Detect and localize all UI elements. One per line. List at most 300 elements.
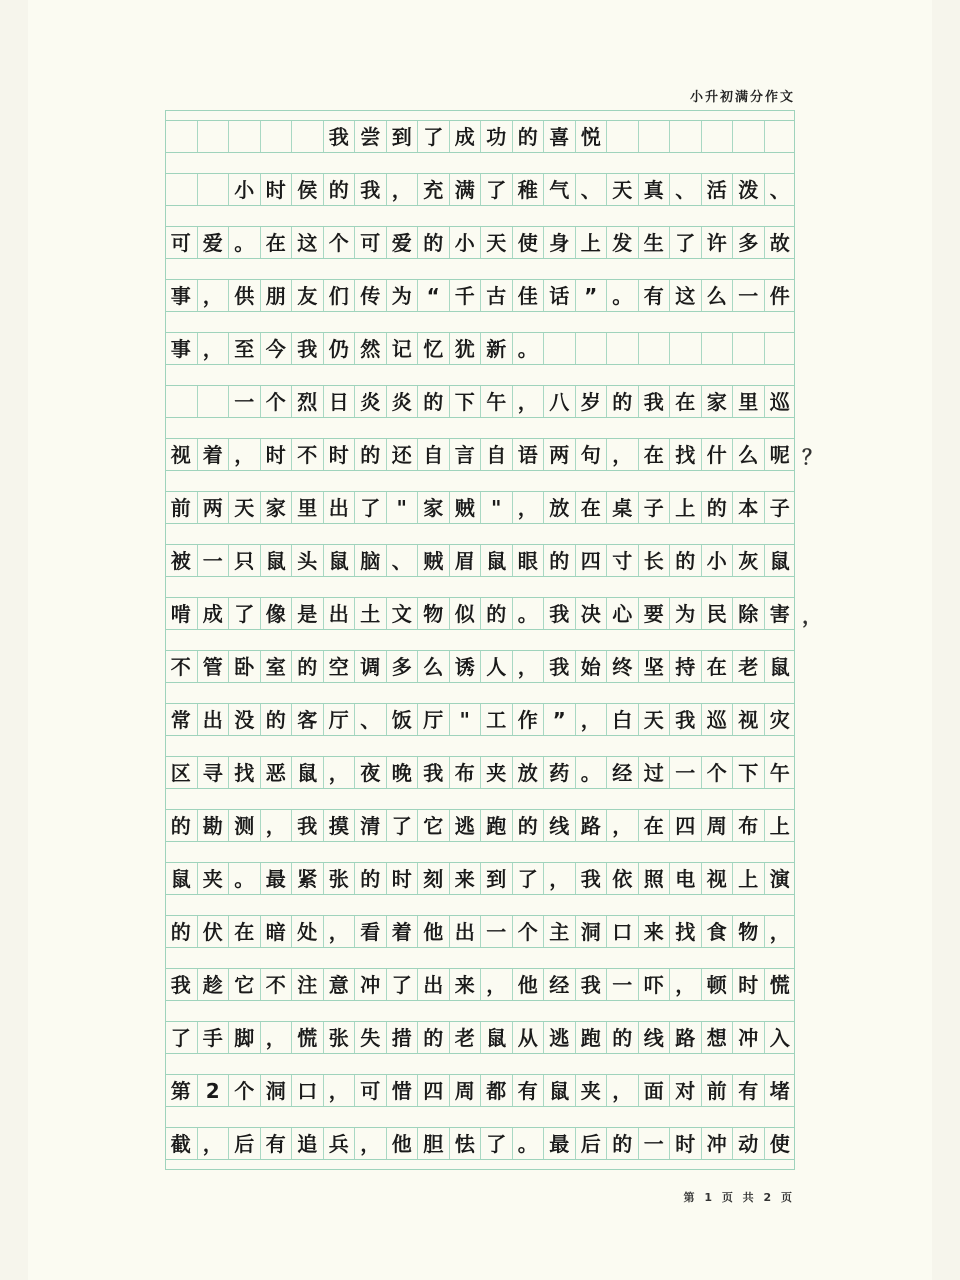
- grid-cell: ，: [606, 1075, 638, 1106]
- grid-cell: 佳: [512, 280, 544, 311]
- essay-row: [165, 1074, 795, 1107]
- grid-cell: ，: [197, 280, 229, 311]
- grid-cell: 我: [291, 333, 323, 364]
- grid-cell: ，: [260, 1022, 292, 1053]
- grid-cell: 贼: [449, 492, 481, 523]
- essay-row: [165, 332, 795, 365]
- series-title: 小升初满分作文: [689, 90, 795, 105]
- grid-cell: ”: [575, 280, 607, 311]
- grid-cell: ，: [323, 916, 355, 947]
- grid-cell: 吓: [638, 969, 670, 1000]
- grid-cell: 自: [480, 439, 512, 470]
- grid-cell: 依: [606, 863, 638, 894]
- grid-cell: 是: [291, 598, 323, 629]
- grid-cell: 后: [228, 1128, 260, 1159]
- essay-row: [165, 809, 795, 842]
- essay-title-row: [165, 120, 795, 153]
- grid-cell: 我: [543, 598, 575, 629]
- grid-cell: 午: [480, 386, 512, 417]
- grid-cell: 意: [323, 969, 355, 1000]
- margin-punctuation-mark: ，: [802, 604, 822, 628]
- grid-cell: 了: [480, 1128, 512, 1159]
- grid-cell: 喜: [543, 121, 575, 152]
- grid-cell: [228, 121, 260, 152]
- grid-cell: 视: [732, 704, 764, 735]
- grid-cell: 摸: [323, 810, 355, 841]
- grid-cell: 有: [260, 1128, 292, 1159]
- grid-cell: 晚: [386, 757, 418, 788]
- grid-cell: 稚: [512, 174, 544, 205]
- grid-cell: 古: [480, 280, 512, 311]
- grid-cell: 土: [354, 598, 386, 629]
- grid-cell: 我: [543, 651, 575, 682]
- grid-cell: 长: [638, 545, 670, 576]
- grid-cell: 堵: [764, 1075, 796, 1106]
- grid-cell: 时: [669, 1128, 701, 1159]
- grid-cell: 、: [386, 545, 418, 576]
- grid-cell: 里: [291, 492, 323, 523]
- grid-cell: 的: [512, 121, 544, 152]
- grid-cell: 气: [543, 174, 575, 205]
- essay-row: [165, 544, 795, 577]
- grid-cell: 口: [606, 916, 638, 947]
- grid-cell: 周: [701, 810, 733, 841]
- grid-cell: 上: [575, 227, 607, 258]
- grid-cell: 怯: [449, 1128, 481, 1159]
- grid-cell: 注: [291, 969, 323, 1000]
- grid-cell: 下: [732, 757, 764, 788]
- grid-cell: [197, 174, 229, 205]
- grid-cell: 今: [260, 333, 292, 364]
- grid-cell: 恶: [260, 757, 292, 788]
- grid-cell: 他: [512, 969, 544, 1000]
- grid-cell: 。: [512, 598, 544, 629]
- grid-cell: 时: [386, 863, 418, 894]
- grid-cell: 话: [543, 280, 575, 311]
- grid-cell: 记: [386, 333, 418, 364]
- grid-cell: 到: [386, 121, 418, 152]
- essay-row: [165, 650, 795, 683]
- grid-cell: 电: [669, 863, 701, 894]
- grid-cell: 千: [449, 280, 481, 311]
- grid-cell: 。: [512, 1128, 544, 1159]
- grid-cell: 工: [480, 704, 512, 735]
- grid-cell: ，: [606, 439, 638, 470]
- grid-cell: 成: [197, 598, 229, 629]
- essay-row: [165, 438, 795, 471]
- grid-cell: 来: [449, 863, 481, 894]
- grid-cell: 鼠: [291, 757, 323, 788]
- grid-cell: [638, 121, 670, 152]
- grid-cell: 了: [669, 227, 701, 258]
- essay-row: [165, 491, 795, 524]
- essay-row: [165, 173, 795, 206]
- grid-cell: 我: [291, 810, 323, 841]
- grid-cell: 为: [386, 280, 418, 311]
- grid-cell: 爱: [386, 227, 418, 258]
- grid-cell: 的: [669, 545, 701, 576]
- grid-cell: [701, 333, 733, 364]
- grid-cell: 白: [606, 704, 638, 735]
- grid-cell: [669, 121, 701, 152]
- grid-cell: 人: [480, 651, 512, 682]
- grid-cell: 慌: [764, 969, 796, 1000]
- grid-cell: 的: [606, 386, 638, 417]
- grid-cell: 灰: [732, 545, 764, 576]
- grid-cell: 的: [291, 651, 323, 682]
- manuscript-grid: [165, 110, 795, 1170]
- grid-cell: 出: [323, 598, 355, 629]
- grid-cell: 的: [543, 545, 575, 576]
- grid-cell: 像: [260, 598, 292, 629]
- grid-cell: 它: [228, 969, 260, 1000]
- grid-cell: 家: [417, 492, 449, 523]
- grid-cell: 找: [669, 916, 701, 947]
- grid-cell: 爱: [197, 227, 229, 258]
- grid-cell: 时: [323, 439, 355, 470]
- grid-cell: 跑: [575, 1022, 607, 1053]
- grid-cell: 放: [543, 492, 575, 523]
- essay-row: [165, 385, 795, 418]
- grid-cell: 放: [512, 757, 544, 788]
- grid-cell: 来: [449, 969, 481, 1000]
- grid-cell: 、: [669, 174, 701, 205]
- grid-cell: 天: [228, 492, 260, 523]
- grid-cell: 从: [512, 1022, 544, 1053]
- grid-cell: 一: [669, 757, 701, 788]
- grid-cell: 言: [449, 439, 481, 470]
- grid-cell: 可: [354, 227, 386, 258]
- grid-cell: 最: [543, 1128, 575, 1159]
- grid-cell: 炎: [386, 386, 418, 417]
- grid-cell: 老: [449, 1022, 481, 1053]
- grid-cell: 一: [638, 1128, 670, 1159]
- grid-cell: 冲: [732, 1022, 764, 1053]
- grid-cell: 了: [170, 1025, 191, 1050]
- grid-cell: 张: [323, 1022, 355, 1053]
- grid-cell: 。: [512, 333, 544, 364]
- grid-cell: 发: [606, 227, 638, 258]
- grid-cell: [197, 386, 229, 417]
- grid-cell: [764, 121, 796, 152]
- grid-cell: 夹: [575, 1075, 607, 1106]
- grid-cell: [291, 121, 323, 152]
- grid-cell: 小: [701, 545, 733, 576]
- grid-cell: 看: [354, 916, 386, 947]
- grid-cell: 了: [512, 863, 544, 894]
- grid-cell: ”: [543, 704, 575, 735]
- grid-cell: ，: [260, 810, 292, 841]
- grid-cell: 兵: [323, 1128, 355, 1159]
- essay-row: [165, 756, 795, 789]
- grid-cell: 刻: [417, 863, 449, 894]
- grid-cell: 们: [323, 280, 355, 311]
- grid-cell: 手: [197, 1022, 229, 1053]
- grid-cell: 一: [480, 916, 512, 947]
- grid-cell: 烈: [291, 386, 323, 417]
- grid-cell: [165, 386, 197, 417]
- grid-cell: 作: [512, 704, 544, 735]
- grid-cell: ，: [323, 757, 355, 788]
- grid-cell: [732, 333, 764, 364]
- grid-cell: 事: [170, 283, 191, 308]
- grid-cell: 他: [386, 1128, 418, 1159]
- grid-cell: [606, 333, 638, 364]
- grid-cell: 使: [764, 1128, 796, 1159]
- grid-cell: 生: [638, 227, 670, 258]
- grid-cell: 它: [417, 810, 449, 841]
- grid-cell: 找: [669, 439, 701, 470]
- grid-cell: 这: [291, 227, 323, 258]
- grid-cell: 天: [480, 227, 512, 258]
- grid-cell: 终: [606, 651, 638, 682]
- grid-cell: 功: [480, 121, 512, 152]
- grid-cell: 测: [228, 810, 260, 841]
- grid-cell: ，: [512, 386, 544, 417]
- grid-cell: 脚: [228, 1022, 260, 1053]
- essay-row: [165, 226, 795, 259]
- grid-cell: 过: [638, 757, 670, 788]
- grid-cell: 时: [732, 969, 764, 1000]
- grid-cell: 了: [386, 810, 418, 841]
- essay-row: [165, 279, 795, 312]
- grid-cell: 岁: [575, 386, 607, 417]
- grid-cell: 有: [512, 1075, 544, 1106]
- grid-cell: 措: [386, 1022, 418, 1053]
- grid-cell: 炎: [354, 386, 386, 417]
- grid-cell: ，: [575, 704, 607, 735]
- grid-cell: 找: [228, 757, 260, 788]
- grid-cell: 周: [449, 1075, 481, 1106]
- grid-cell: 身: [543, 227, 575, 258]
- grid-cell: 入: [764, 1022, 796, 1053]
- grid-cell: 老: [732, 651, 764, 682]
- grid-cell: 一: [228, 386, 260, 417]
- grid-cell: 四: [417, 1075, 449, 1106]
- grid-cell: 在: [575, 492, 607, 523]
- grid-cell: ，: [669, 969, 701, 1000]
- grid-cell: 前: [701, 1075, 733, 1106]
- grid-cell: [165, 121, 197, 152]
- grid-cell: 然: [354, 333, 386, 364]
- grid-cell: 至: [228, 333, 260, 364]
- grid-cell: 巡: [764, 386, 796, 417]
- grid-cell: 在: [228, 916, 260, 947]
- grid-cell: 都: [480, 1075, 512, 1106]
- grid-cell: 时: [260, 439, 292, 470]
- grid-cell: 逃: [449, 810, 481, 841]
- grid-cell: 里: [732, 386, 764, 417]
- grid-cell: 失: [354, 1022, 386, 1053]
- grid-cell: 有: [638, 280, 670, 311]
- grid-cell: ，: [197, 1128, 229, 1159]
- grid-cell: 夜: [354, 757, 386, 788]
- grid-cell: 到: [480, 863, 512, 894]
- grid-cell: 供: [228, 280, 260, 311]
- grid-cell: 始: [575, 651, 607, 682]
- grid-cell: 的: [512, 810, 544, 841]
- grid-cell: 顿: [701, 969, 733, 1000]
- grid-cell: 视: [170, 442, 191, 467]
- grid-cell: 、: [575, 174, 607, 205]
- grid-cell: 暗: [260, 916, 292, 947]
- grid-cell: 眼: [512, 545, 544, 576]
- grid-cell: ": [386, 492, 418, 523]
- grid-cell: 厅: [323, 704, 355, 735]
- grid-cell: 鼠: [764, 545, 796, 576]
- grid-cell: 侯: [291, 174, 323, 205]
- grid-cell: 句: [575, 439, 607, 470]
- grid-cell: 件: [764, 280, 796, 311]
- grid-cell: 一: [197, 545, 229, 576]
- grid-cell: 可: [354, 1075, 386, 1106]
- grid-cell: 截: [170, 1131, 191, 1156]
- grid-cell: 面: [638, 1075, 670, 1106]
- grid-cell: 的: [354, 439, 386, 470]
- grid-cell: 夹: [197, 863, 229, 894]
- grid-cell: 卧: [228, 651, 260, 682]
- grid-cell: 什: [701, 439, 733, 470]
- grid-cell: 布: [732, 810, 764, 841]
- grid-cell: 洞: [575, 916, 607, 947]
- grid-cell: 想: [701, 1022, 733, 1053]
- grid-cell: 传: [354, 280, 386, 311]
- grid-cell: 路: [575, 810, 607, 841]
- grid-cell: 我: [170, 972, 191, 997]
- grid-cell: 我: [417, 757, 449, 788]
- grid-cell: 前: [170, 495, 191, 520]
- grid-cell: 张: [323, 863, 355, 894]
- grid-cell: 线: [638, 1022, 670, 1053]
- grid-cell: 的: [417, 1022, 449, 1053]
- grid-cell: 忆: [417, 333, 449, 364]
- grid-cell: 寸: [606, 545, 638, 576]
- grid-cell: “: [417, 280, 449, 311]
- grid-cell: ，: [764, 916, 796, 947]
- grid-cell: 寻: [197, 757, 229, 788]
- essay-row: [165, 1127, 795, 1160]
- grid-cell: 鼠: [260, 545, 292, 576]
- grid-cell: 。: [575, 757, 607, 788]
- grid-cell: 不: [260, 969, 292, 1000]
- grid-cell: 对: [669, 1075, 701, 1106]
- grid-cell: 真: [638, 174, 670, 205]
- grid-cell: 上: [669, 492, 701, 523]
- grid-cell: 、: [354, 704, 386, 735]
- grid-cell: 悦: [575, 121, 607, 152]
- grid-cell: 了: [228, 598, 260, 629]
- grid-cell: 天: [606, 174, 638, 205]
- grid-cell: 个: [701, 757, 733, 788]
- grid-cell: 的: [170, 919, 191, 944]
- grid-cell: 决: [575, 598, 607, 629]
- grid-cell: 民: [701, 598, 733, 629]
- grid-cell: 桌: [606, 492, 638, 523]
- grid-cell: [543, 333, 575, 364]
- grid-cell: 的: [323, 174, 355, 205]
- grid-cell: 。: [606, 280, 638, 311]
- grid-cell: 小: [449, 227, 481, 258]
- grid-cell: 持: [669, 651, 701, 682]
- grid-cell: 逃: [543, 1022, 575, 1053]
- grid-cell: 上: [764, 810, 796, 841]
- grid-cell: 经: [543, 969, 575, 1000]
- grid-cell: 满: [449, 174, 481, 205]
- grid-cell: 常: [170, 707, 191, 732]
- grid-cell: 的: [606, 1022, 638, 1053]
- grid-cell: 照: [638, 863, 670, 894]
- grid-cell: 我: [575, 969, 607, 1000]
- grid-cell: 被: [170, 548, 191, 573]
- grid-cell: 室: [260, 651, 292, 682]
- grid-cell: 调: [354, 651, 386, 682]
- grid-cell: 鼠: [170, 866, 191, 891]
- grid-cell: 上: [732, 863, 764, 894]
- grid-cell: 充: [417, 174, 449, 205]
- grid-cell: 么: [701, 280, 733, 311]
- grid-cell: 演: [764, 863, 796, 894]
- grid-cell: 灾: [764, 704, 796, 735]
- grid-cell: 跑: [480, 810, 512, 841]
- margin-punctuation-mark: ？: [802, 445, 822, 469]
- grid-cell: 的: [354, 863, 386, 894]
- grid-cell: 鼠: [323, 545, 355, 576]
- grid-cell: 物: [732, 916, 764, 947]
- grid-cell: [732, 121, 764, 152]
- grid-cell: 文: [386, 598, 418, 629]
- grid-cell: ，: [228, 439, 260, 470]
- grid-cell: 一: [732, 280, 764, 311]
- grid-cell: 的: [701, 492, 733, 523]
- grid-cell: [606, 121, 638, 152]
- grid-cell: 新: [480, 333, 512, 364]
- grid-cell: 鼠: [764, 651, 796, 682]
- essay-row: [165, 968, 795, 1001]
- grid-cell: 了: [386, 969, 418, 1000]
- grid-cell: 贼: [417, 545, 449, 576]
- grid-cell: 着: [197, 439, 229, 470]
- grid-cell: 故: [764, 227, 796, 258]
- grid-cell: 眉: [449, 545, 481, 576]
- grid-cell: 出: [323, 492, 355, 523]
- grid-cell: 个: [228, 1075, 260, 1106]
- grid-cell: 的: [606, 1128, 638, 1159]
- grid-cell: 鼠: [543, 1075, 575, 1106]
- grid-cell: 口: [291, 1075, 323, 1106]
- grid-cell: 友: [291, 280, 323, 311]
- grid-cell: 在: [701, 651, 733, 682]
- grid-cell: [701, 121, 733, 152]
- page-indicator: 第 1 页 共 2 页: [683, 1191, 795, 1204]
- grid-cell: 着: [386, 916, 418, 947]
- grid-cell: 在: [638, 439, 670, 470]
- grid-cell: ，: [606, 810, 638, 841]
- grid-cell: 这: [669, 280, 701, 311]
- grid-cell: 下: [449, 386, 481, 417]
- grid-cell: [764, 333, 796, 364]
- grid-cell: 勘: [197, 810, 229, 841]
- grid-cell: 朋: [260, 280, 292, 311]
- grid-cell: ，: [354, 1128, 386, 1159]
- grid-cell: 个: [512, 916, 544, 947]
- grid-cell: 小: [228, 174, 260, 205]
- grid-cell: 饭: [386, 704, 418, 735]
- grid-cell: 巡: [701, 704, 733, 735]
- grid-cell: 个: [260, 386, 292, 417]
- grid-cell: 趁: [197, 969, 229, 1000]
- grid-cell: 成: [449, 121, 481, 152]
- grid-cell: 追: [291, 1128, 323, 1159]
